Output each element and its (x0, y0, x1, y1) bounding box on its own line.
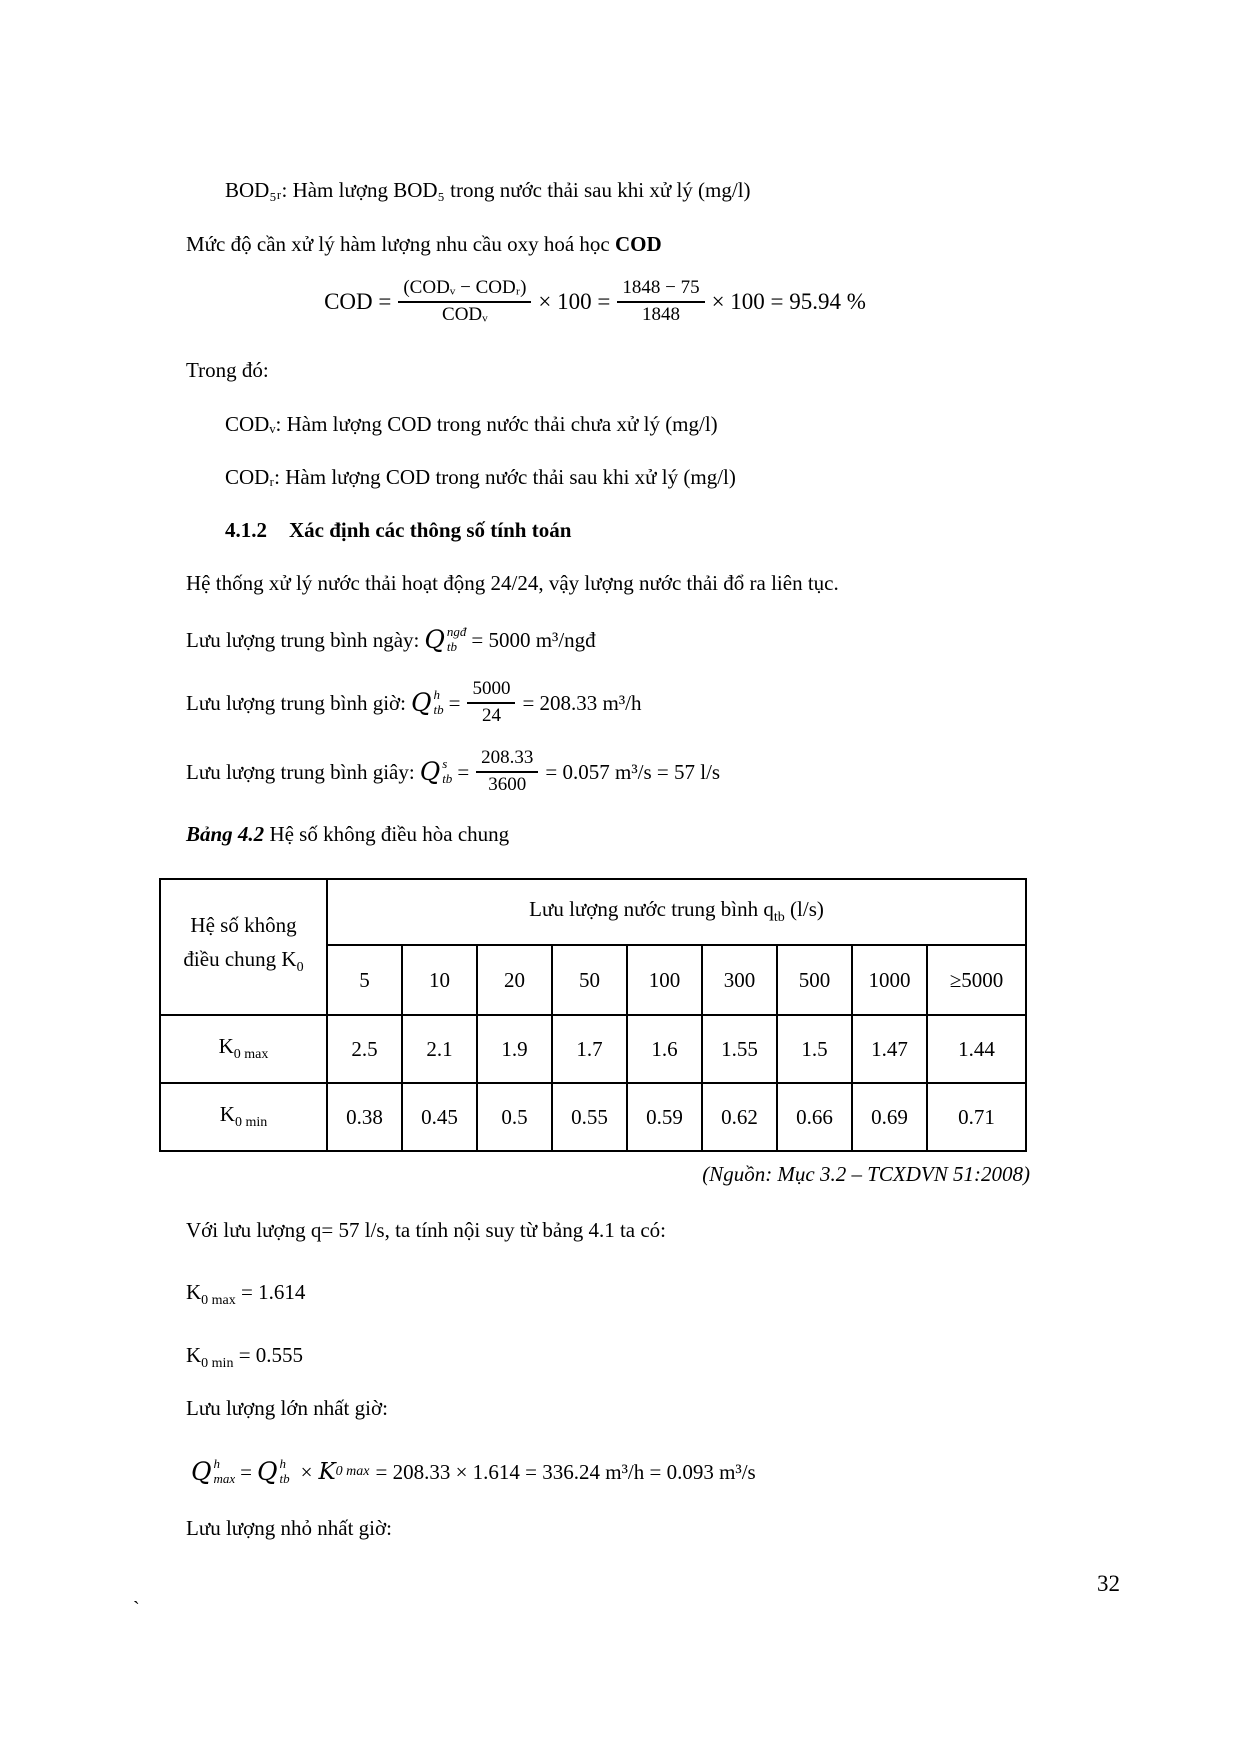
bod5r-definition-line: BOD₅ᵣ: Hàm lượng BOD₅ trong nước thải sau khi xử lý (mg/l) (225, 178, 751, 202)
fraction-numerator: 5000 (472, 678, 511, 700)
equals-sign: = (457, 760, 470, 784)
q-superscript: h (433, 687, 440, 703)
table-cell: 1.9 (477, 1015, 552, 1083)
formula-mid: × 100 = (538, 289, 611, 314)
source-note: (Nguồn: Mục 3.2 – TCXDVN 51:2008) (702, 1162, 1030, 1186)
section-title: Xác định các thông số tính toán (289, 518, 572, 542)
codv-definition-line: CODᵥ: Hàm lượng COD trong nước thải chưa xử lý (mg/l) (225, 412, 718, 436)
table-caption-label: Bảng 4.2 (186, 822, 265, 846)
fraction-denominator: 24 (467, 702, 515, 729)
table-cell: 0.59 (627, 1083, 702, 1151)
cod-intro-line (186, 230, 662, 258)
q-base: Q (419, 757, 441, 786)
interpolation-line: Với lưu lượng q= 57 l/s, ta tính nội suy từ bảng 4.1 ta có: (186, 1218, 667, 1242)
q-superscript: h (213, 1456, 220, 1472)
q-superscript: ngđ (446, 624, 467, 640)
q-symbol (411, 688, 444, 718)
formula-lhs: COD = (324, 289, 392, 314)
k0min-value-line: $K_{0 min} = 0.555$ (186, 1343, 304, 1372)
cod-intro-text: Mức độ cần xử lý hàm lượng nhu cầu oxy hoá học (186, 232, 615, 256)
q-subscript: tb (279, 1471, 290, 1486)
table-cell: 0.66 (777, 1083, 852, 1151)
qmax-formula-line (186, 1448, 756, 1496)
col-header: ≥5000 (927, 945, 1026, 1015)
q-subscript: max (213, 1471, 236, 1486)
k-symbol: K (318, 1459, 336, 1485)
table-cell: 2.1 (402, 1015, 477, 1083)
fraction-denominator: CODᵥ (398, 301, 531, 328)
table-cell: 0.45 (402, 1083, 477, 1151)
table-cell: 0.55 (552, 1083, 627, 1151)
table-row-k0max (160, 1015, 1026, 1083)
trong-do-line: Trong đó: (186, 358, 269, 382)
q-base: Q (191, 1457, 212, 1486)
formula-result: × 100 = 95.94 % (711, 289, 866, 314)
flow-result: = 5000 m³/ngđ (471, 628, 596, 652)
k0min-subscript: 0 min (201, 1356, 234, 1372)
q-supsub (214, 1457, 236, 1487)
q-subscript: tb (442, 771, 453, 786)
row-header-line1: Hệ số không (190, 913, 297, 938)
table-group-header-cell: Lưu lượng nước trung bình $q_{tb}$ (l/s) (327, 879, 1026, 945)
table-caption (186, 820, 509, 848)
q-base: Q (257, 1457, 278, 1486)
table-cell: 0.62 (702, 1083, 777, 1151)
col-header: 50 (552, 945, 627, 1015)
k0-subscript: 0 (296, 960, 304, 976)
system-operation-line: Hệ thống xử lý nước thải hoạt động 24/24, vậy lượng nước thải đổ ra liên tục. (186, 571, 839, 595)
q-subscript: tb (433, 702, 444, 717)
min-hourly-flow-label: Lưu lượng nhỏ nhất giờ: (186, 1516, 392, 1540)
q-subscript: tb (446, 639, 457, 654)
table-cell: 1.44 (927, 1015, 1026, 1083)
table-cell: 0.69 (852, 1083, 927, 1151)
cod-removal-formula (150, 266, 1040, 338)
flow-label: Lưu lượng trung bình giây: (186, 760, 415, 784)
max-hourly-flow-label: Lưu lượng lớn nhất giờ: (186, 1396, 388, 1420)
table-cell: 1.55 (702, 1015, 777, 1083)
q-symbol (257, 1457, 290, 1487)
cod-term: COD (615, 232, 662, 256)
table-cell: 1.5 (777, 1015, 852, 1083)
table-4-2 (159, 878, 1027, 1152)
avg-daily-flow-line (186, 618, 596, 662)
col-header: 100 (627, 945, 702, 1015)
fraction (476, 746, 538, 797)
qmax-result: = 208.33 × 1.614 = 336.24 m³/h = 0.093 m³/s (375, 1460, 756, 1484)
q-base: Q (424, 625, 445, 654)
q-superscript: h (279, 1456, 287, 1472)
k0max-value-line: $K_{0 max} = 1.614$ (186, 1280, 306, 1309)
q-supsub (433, 688, 443, 718)
table-cell: 0.38 (327, 1083, 402, 1151)
fraction-numerator: (CODᵥ − CODᵣ) (403, 277, 527, 299)
k-subscript: 0 max (335, 1464, 370, 1479)
table-cell: 0.71 (927, 1083, 1026, 1151)
k0max-subscript: 0 max (201, 1293, 236, 1309)
table-cell: 1.6 (627, 1015, 702, 1083)
flow-result: = 0.057 m³/s = 57 l/s (545, 760, 721, 784)
q-base: Q (410, 688, 432, 717)
q-symbol (191, 1457, 235, 1487)
section-heading-4-1-2 (225, 516, 571, 544)
q-supsub (447, 625, 467, 655)
avg-hourly-flow-line (186, 672, 642, 734)
flow-label: Lưu lượng trung bình giờ: (186, 691, 406, 715)
fraction-cod (398, 276, 531, 327)
q-supsub (442, 757, 452, 787)
row-header-line2: điều chung $K_0$ (183, 947, 304, 976)
fraction (467, 677, 515, 728)
flow-result: = 208.33 m³/h (522, 691, 642, 715)
table-cell: 1.7 (552, 1015, 627, 1083)
table-group-header-row (160, 879, 1026, 945)
fraction-numerator: 1848 − 75 (622, 277, 700, 299)
fraction-denominator: 1848 (617, 301, 704, 328)
row-label-k0min: $K_{0 min}$ (160, 1083, 327, 1151)
col-header: 20 (477, 945, 552, 1015)
fraction-numerator: 208.33 (481, 747, 534, 769)
q-supsub (280, 1457, 290, 1487)
q-superscript: s (442, 756, 448, 772)
equals-sign: = (240, 1460, 253, 1484)
codr-definition-line: CODᵣ: Hàm lượng COD trong nước thải sau khi xử lý (mg/l) (225, 465, 736, 489)
flow-label: Lưu lượng trung bình ngày: (186, 628, 420, 652)
q-symbol (420, 757, 453, 787)
stray-mark: ` (133, 1598, 140, 1620)
fraction-denominator: 3600 (476, 771, 538, 798)
col-header: 10 (402, 945, 477, 1015)
col-header: 500 (777, 945, 852, 1015)
col-header: 300 (702, 945, 777, 1015)
fraction-values (617, 276, 704, 327)
avg-second-flow-line (186, 741, 720, 803)
times-sign: × (300, 1460, 313, 1484)
col-header: 5 (327, 945, 402, 1015)
table-cell: 2.5 (327, 1015, 402, 1083)
page-number: 32 (1097, 1571, 1120, 1596)
table-row-k0min (160, 1083, 1026, 1151)
table-caption-text: Hệ số không điều hòa chung (264, 822, 510, 846)
q-symbol (424, 625, 466, 655)
table-cell: 1.47 (852, 1015, 927, 1083)
col-header: 1000 (852, 945, 927, 1015)
row-label-k0max: $K_{0 max}$ (160, 1015, 327, 1083)
equals-sign: = (448, 691, 461, 715)
qtb-subscript: tb (773, 910, 785, 926)
section-number: 4.1.2 (225, 518, 267, 542)
k0min-value: = 0.555 (233, 1343, 304, 1367)
k0max-value: = 1.614 (235, 1280, 306, 1304)
table-cell: 0.5 (477, 1083, 552, 1151)
table-row-header-cell (160, 879, 327, 1015)
